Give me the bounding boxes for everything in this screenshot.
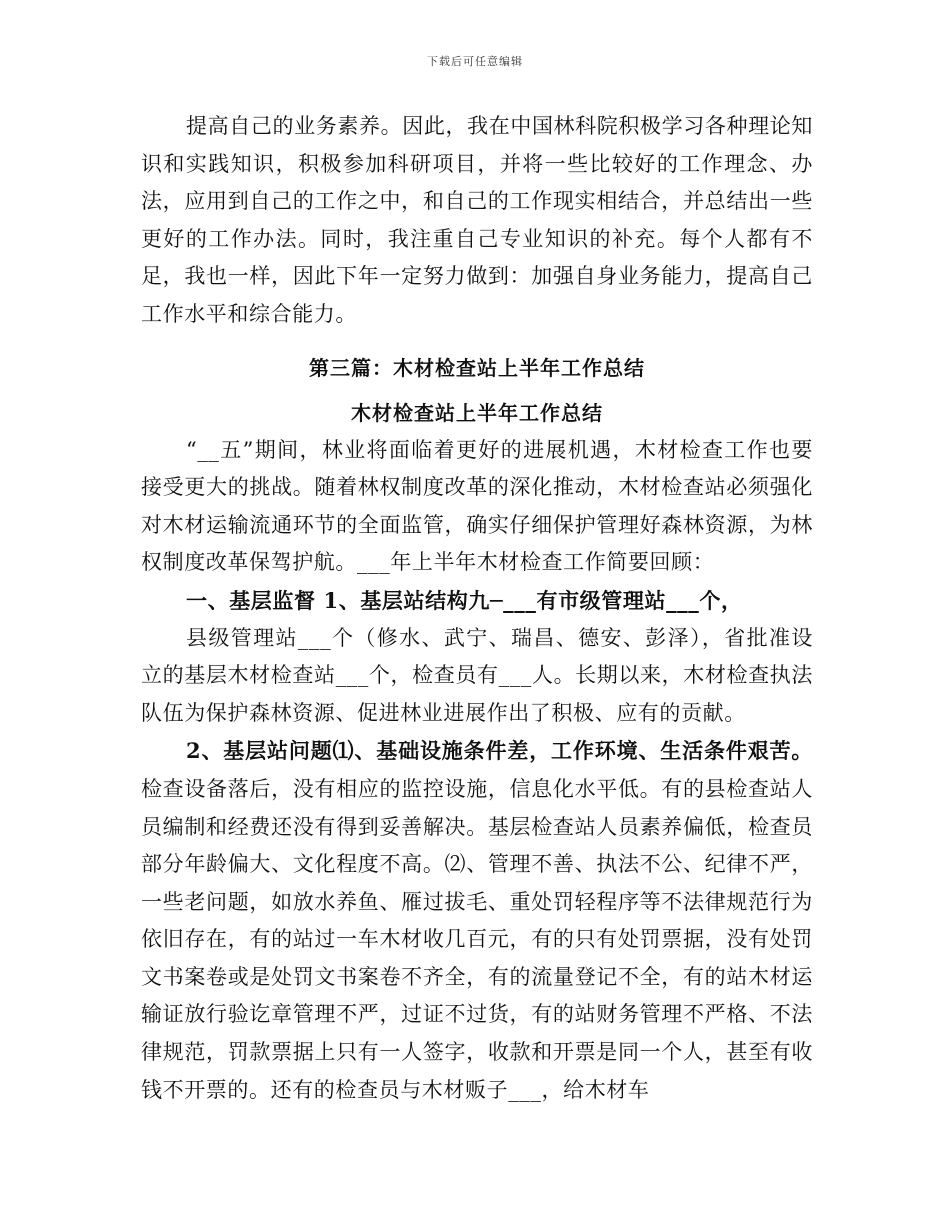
section-heading: 第三篇：木材检查站上半年工作总结 [309, 355, 645, 380]
page-header-note: 下载后可任意编辑 [427, 55, 523, 68]
paragraph-continued: 提高自己的业务素养。因此，我在中国林科院积极学习各种理论知识和实践知识，积极参加科研项目，并将一些比较好的工作理念、办法，应用到自己的工作之中，和自己的工作现实相结合，并总结出一些更好的工作办法。同时，我注重自己专业知识的补充。每个人都有不足，我也一样，因此下年一定努力做到：加强自身业务能力，提高自己工作水平和综合能力。 [141, 114, 813, 326]
problems-lead: 2、基层站问题⑴、基础设施条件差，工作环境、生活条件艰苦。 [186, 738, 813, 764]
problems-body: 检查设备落后，没有相应的监控设施，信息化水平低。有的县检查站人员编制和经费还没有得到妥善解决。基层检查站人员素养偏低，检查员部分年龄偏大、文化程度不高。⑵、管理不善、执法不公、纪律不严，一些老问题，如放水养鱼、雁过拔毛、重处罚轻程序等不法律规范行为依旧存在，有的站过一车木材收几百元，有的只有处罚票据，没有处罚文书案卷或是处罚文书案卷不齐全，有的流量登记不全，有的站木材运输证放行验讫章管理不严，过证不过货，有的站财务管理不严格、不法律规范，罚款票据上只有一人签字，收款和开票是同一个人，甚至有收钱不开票的。还有的检查员与木材贩子___，给木材车 [141, 776, 813, 1102]
paragraph-station-structure: 县级管理站___个（修水、武宁、瑞昌、德安、彭泽），省批准设立的基层木材检查站___个，检查员有___人。长期以来，木材检查执法队伍为保护森林资源、促进林业进展作出了积极、应有的贡献。 [141, 625, 813, 725]
paragraph-intro: “__五”期间，林业将面临着更好的进展机遇，木材检查工作也要接受更大的挑战。随着林权制度改革的深化推动，木材检查站必须强化对木材运输流通环节的全面监管，确实仔细保护管理好森林资源，为林权制度改革保驾护航。___年上半年木材检查工作简要回顾： [141, 437, 813, 575]
paragraph-station-problems [141, 732, 813, 1109]
subheading-grassroots-supervision: 一、基层监督 1、基层站结构九─___有市级管理站___个， [186, 587, 743, 613]
document-title: 木材检查站上半年工作总结 [351, 400, 603, 425]
document-body [141, 108, 813, 1109]
